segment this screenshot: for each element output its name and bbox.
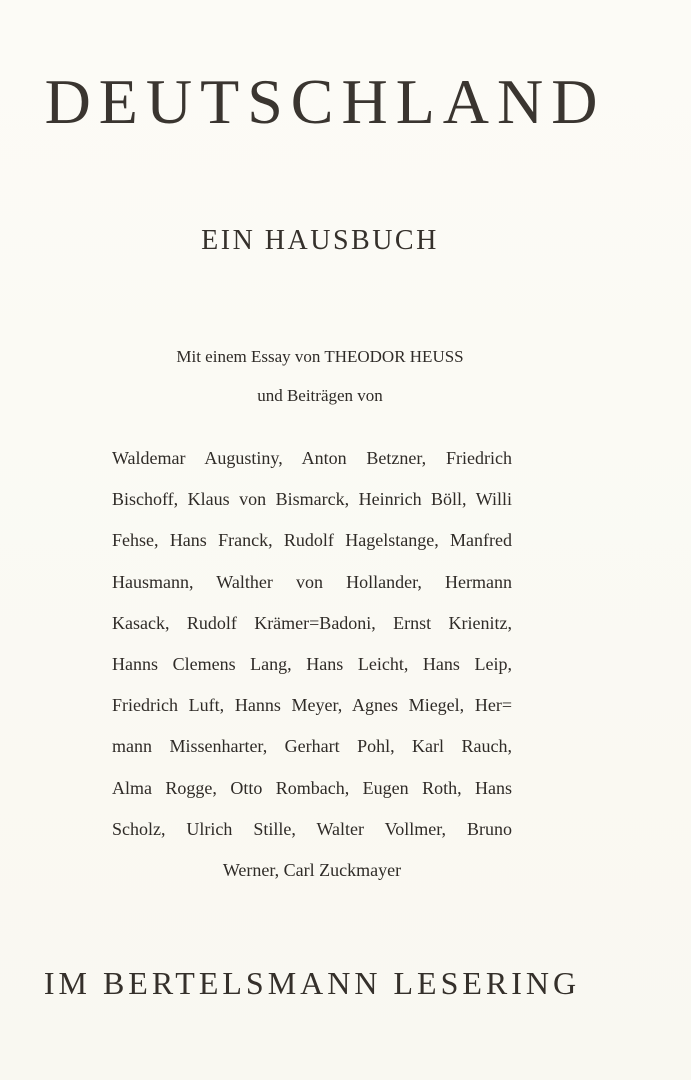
contributor-line: Friedrich Luft, Hanns Meyer, Agnes Miegel, Her= (112, 695, 512, 716)
contributor-line: Waldemar Augustiny, Anton Betzner, Friedrich (112, 448, 512, 468)
contributor-line: Bischoff, Klaus von Bismarck, Heinrich Böll, Willi (112, 489, 512, 510)
contributor-line: Scholz, Ulrich Stille, Walter Vollmer, Bruno (112, 818, 512, 839)
contributor-line: Alma Rogge, Otto Rombach, Eugen Roth, Hans (112, 777, 512, 798)
contributor-line: mann Missenharter, Gerhart Pohl, Karl Rauch, (112, 736, 512, 757)
contributor-line: Hanns Clemens Lang, Hans Leicht, Hans Leip, (112, 653, 512, 674)
contributors-list (112, 438, 512, 891)
book-title: DEUTSCHLAND (44, 66, 606, 137)
book-subtitle: EIN HAUSBUCH (201, 225, 439, 256)
contributor-line: Hausmann, Walther von Hollander, Hermann (112, 571, 512, 592)
contributor-line: Werner, Carl Zuckmayer (222, 859, 402, 880)
essay-credit: Mit einem Essay von THEODOR HEUSS (176, 347, 464, 366)
contributors-intro: und Beiträgen von (257, 386, 383, 405)
contributor-line: Fehse, Hans Franck, Rudolf Hagelstange, Manfred (112, 530, 512, 551)
publisher-imprint: IM BERTELSMANN LESERING (43, 965, 581, 1001)
contributor-line: Kasack, Rudolf Krämer=Badoni, Ernst Krienitz, (112, 612, 512, 633)
